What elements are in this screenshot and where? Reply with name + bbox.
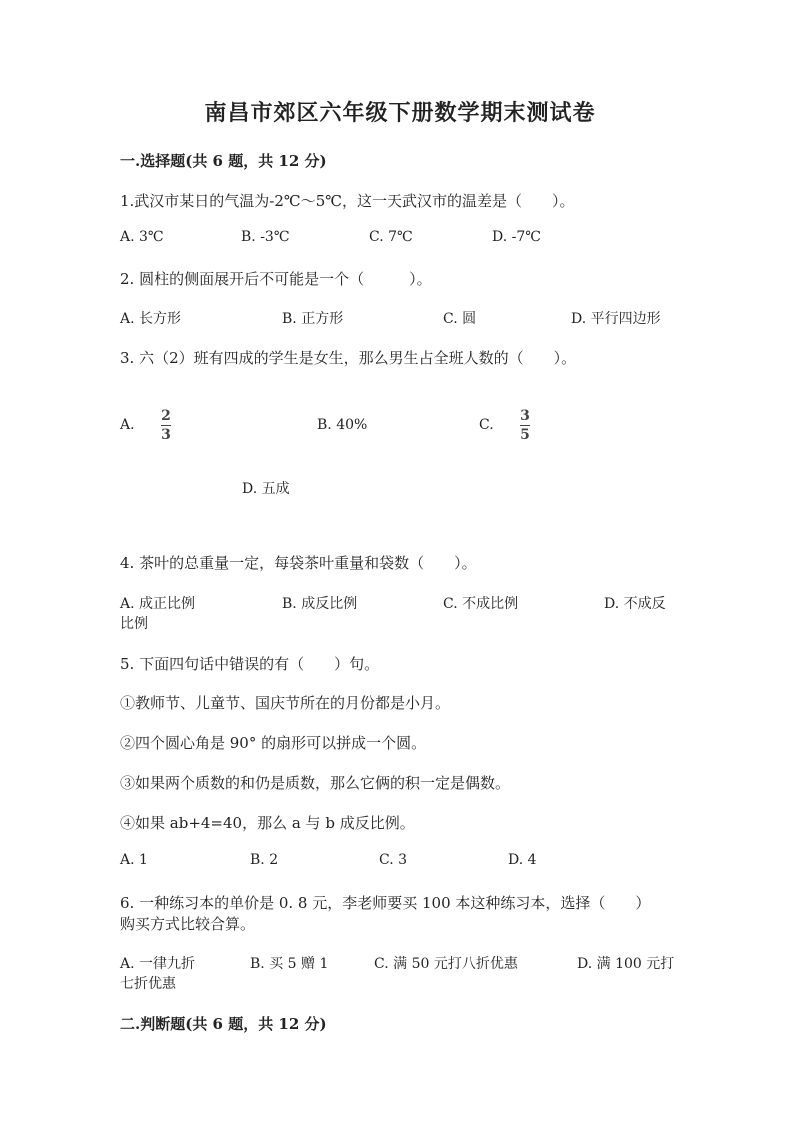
q6-option-a: A. 一律九折 <box>120 956 196 972</box>
q2-option-c: C. 圆 <box>443 311 477 327</box>
q4-option-a: A. 成正比例 <box>120 596 196 612</box>
q5-option-b: B. 2 <box>250 852 279 868</box>
q6-option-c: C. 满 50 元打八折优惠 <box>374 956 518 972</box>
q1-option-d: D. -7℃ <box>492 229 541 245</box>
question-6-stem: 6. 一种练习本的单价是 0. 8 元，李老师要买 100 本这种练习本，选择（ ） <box>120 894 651 912</box>
q3-fraction-c-denominator: 5 <box>520 427 530 443</box>
q3-option-d: D. 五成 <box>242 481 290 497</box>
section-heading-choice: 一.选择题(共 6 题，共 12 分) <box>120 152 327 170</box>
q6-option-d-wrap: 七折优惠 <box>120 976 176 992</box>
q6-option-b: B. 买 5 赠 1 <box>250 956 329 972</box>
question-2-stem: 2. 圆柱的侧面展开后不可能是一个（ ）。 <box>120 270 432 288</box>
q6-option-d: D. 满 100 元打 <box>577 956 675 972</box>
q5-option-c: C. 3 <box>379 852 408 868</box>
q3-option-c: C. <box>479 417 494 433</box>
q5-option-a: A. 1 <box>120 852 148 868</box>
q1-option-a: A. 3℃ <box>120 229 164 245</box>
q3-fraction-a-denominator: 3 <box>161 427 171 443</box>
q3-option-a: A. <box>120 417 135 433</box>
q3-fraction-a-numerator: 2 <box>161 408 171 424</box>
q2-option-d: D. 平行四边形 <box>571 311 661 327</box>
question-1-stem: 1.武汉市某日的气温为-2℃～5℃，这一天武汉市的温差是（ ）。 <box>120 192 575 210</box>
question-4-stem: 4. 茶叶的总重量一定，每袋茶叶重量和袋数（ ）。 <box>120 554 477 572</box>
q5-statement-3: ③如果两个质数的和仍是质数，那么它俩的积一定是偶数。 <box>120 774 511 792</box>
question-5-stem: 5. 下面四句话中错误的有（ ）句。 <box>120 655 380 673</box>
q4-option-d: D. 不成反 <box>604 596 666 612</box>
section-heading-judgment: 二.判断题(共 6 题，共 12 分) <box>120 1015 327 1033</box>
fraction-bar <box>520 425 530 426</box>
q5-statement-1: ①教师节、儿童节、国庆节所在的月份都是小月。 <box>120 694 451 712</box>
q4-option-b: B. 成反比例 <box>282 596 358 612</box>
q1-option-c: C. 7℃ <box>369 229 413 245</box>
q5-statement-4: ④如果 ab+4=40，那么 a 与 b 成反比例。 <box>120 814 415 832</box>
q1-option-b: B. -3℃ <box>241 229 290 245</box>
q3-fraction-c-numerator: 3 <box>520 408 530 424</box>
q4-option-c: C. 不成比例 <box>443 596 519 612</box>
q4-option-d-wrap: 比例 <box>120 616 148 632</box>
q3-option-b: B. 40% <box>317 417 368 433</box>
q2-option-b: B. 正方形 <box>282 311 344 327</box>
q2-option-a: A. 长方形 <box>120 311 182 327</box>
q3-fraction-c <box>520 408 530 443</box>
q5-option-d: D. 4 <box>508 852 537 868</box>
fraction-bar <box>161 425 171 426</box>
q3-fraction-a <box>161 408 171 443</box>
question-6-stem-wrap: 购买方式比较合算。 <box>120 915 256 933</box>
q5-statement-2: ②四个圆心角是 90° 的扇形可以拼成一个圆。 <box>120 734 427 752</box>
question-3-stem: 3. 六（2）班有四成的学生是女生，那么男生占全班人数的（ ）。 <box>120 349 577 367</box>
page-title: 南昌市郊区六年级下册数学期末测试卷 <box>204 100 596 126</box>
